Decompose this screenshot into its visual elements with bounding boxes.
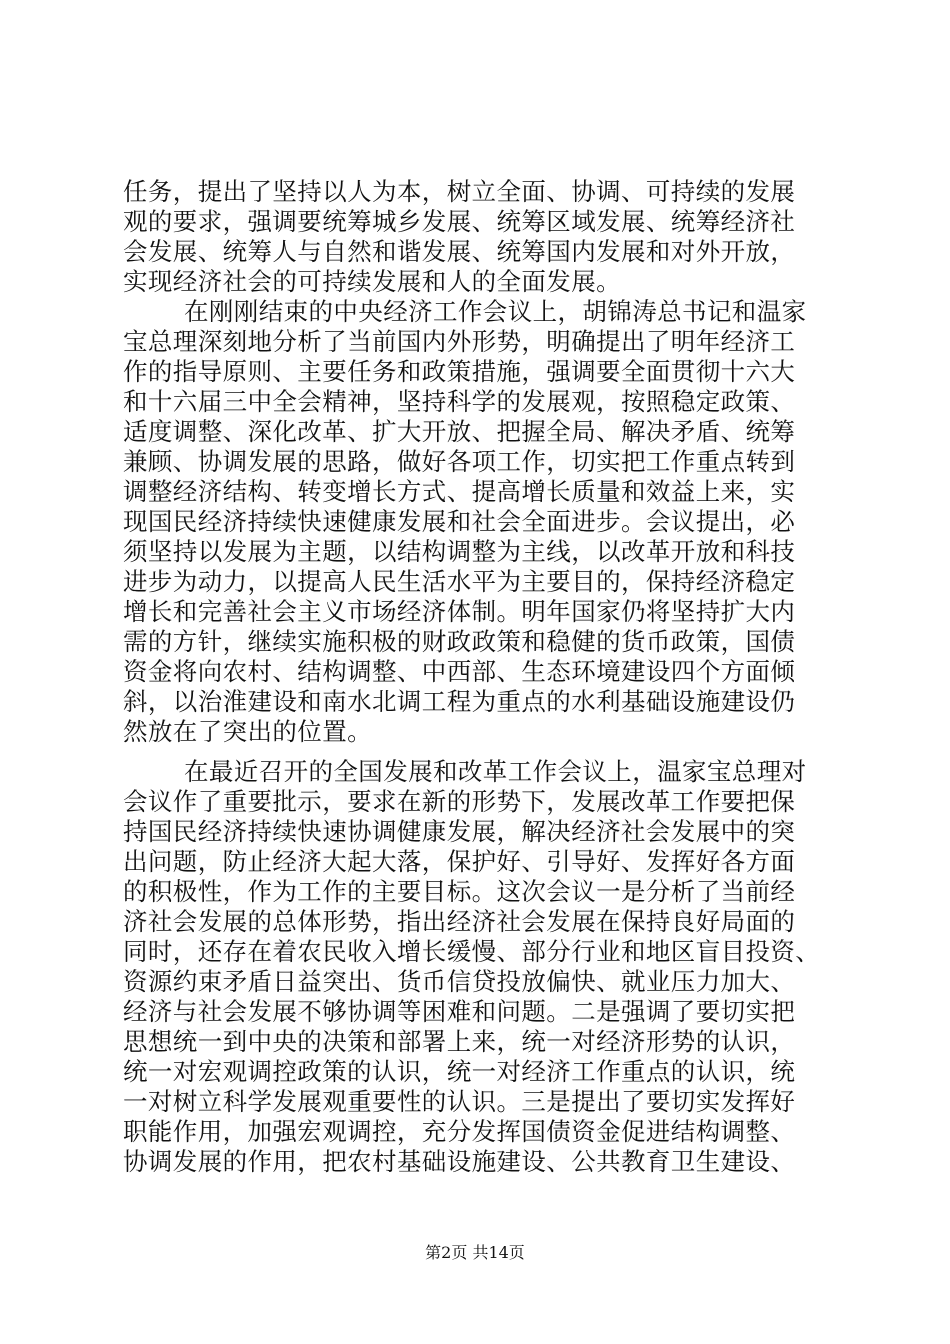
text-line: 兼顾、协调发展的思路，做好各项工作，切实把工作重点转到 — [123, 447, 796, 476]
text-line: 济社会发展的总体形势，指出经济社会发展在保持良好局面的 — [123, 907, 796, 936]
text-line: 一对树立科学发展观重要性的认识。三是提出了要切实发挥好 — [123, 1087, 796, 1116]
text-line: 需的方针，继续实施积极的财政政策和稳健的货币政策，国债 — [123, 627, 796, 656]
text-line: 任务，提出了坚持以人为本，树立全面、协调、可持续的发展 — [123, 177, 796, 206]
text-line: 须坚持以发展为主题，以结构调整为主线，以改革开放和科技 — [123, 537, 796, 566]
text-line: 增长和完善社会主义市场经济体制。明年国家仍将坚持扩大内 — [123, 597, 796, 626]
text-line: 的积极性，作为工作的主要目标。这次会议一是分析了当前经 — [123, 877, 796, 906]
text-line: 职能作用，加强宏观调控，充分发挥国债资金促进结构调整、 — [123, 1117, 796, 1146]
text-line: 进步为动力，以提高人民生活水平为主要目的，保持经济稳定 — [123, 567, 796, 596]
text-line: 斜，以治淮建设和南水北调工程为重点的水利基础设施建设仍 — [123, 687, 796, 716]
text-line: 作的指导原则、主要任务和政策措施，强调要全面贯彻十六大 — [123, 357, 796, 386]
text-line: 和十六届三中全会精神，坚持科学的发展观，按照稳定政策、 — [123, 387, 796, 416]
text-line: 经济与社会发展不够协调等困难和问题。二是强调了要切实把 — [123, 997, 796, 1026]
text-line: 然放在了突出的位置。 — [123, 717, 372, 746]
page-number-footer: 第2页 共14页 — [425, 1243, 525, 1262]
text-line: 调整经济结构、转变增长方式、提高增长质量和效益上来，实 — [123, 477, 796, 506]
text-line: 宝总理深刻地分析了当前国内外形势，明确提出了明年经济工 — [123, 327, 796, 356]
text-line: 资源约束矛盾日益突出、货币信贷投放偏快、就业压力加大、 — [123, 967, 796, 996]
text-line: 会议作了重要批示，要求在新的形势下，发展改革工作要把保 — [123, 787, 796, 816]
text-line: 协调发展的作用，把农村基础设施建设、公共教育卫生建设、 — [123, 1147, 796, 1176]
text-line: 实现经济社会的可持续发展和人的全面发展。 — [123, 267, 621, 296]
paragraph-first-line: 在刚刚结束的中央经济工作会议上，胡锦涛总书记和温家 — [184, 297, 807, 326]
text-line: 资金将向农村、结构调整、中西部、生态环境建设四个方面倾 — [123, 657, 796, 686]
text-line: 会发展、统筹人与自然和谐发展、统筹国内发展和对外开放， — [123, 237, 796, 266]
paragraph-first-line: 在最近召开的全国发展和改革工作会议上，温家宝总理对 — [184, 757, 807, 786]
text-line: 出问题，防止经济大起大落，保护好、引导好、发挥好各方面 — [123, 847, 796, 876]
text-line: 现国民经济持续快速健康发展和社会全面进步。会议提出，必 — [123, 507, 796, 536]
text-line: 观的要求，强调要统筹城乡发展、统筹区域发展、统筹经济社 — [123, 207, 796, 236]
text-line: 统一对宏观调控政策的认识，统一对经济工作重点的认识，统 — [123, 1057, 796, 1086]
text-line: 同时，还存在着农民收入增长缓慢、部分行业和地区盲目投资、 — [123, 937, 821, 966]
text-line: 持国民经济持续快速协调健康发展，解决经济社会发展中的突 — [123, 817, 796, 846]
text-line: 思想统一到中央的决策和部署上来，统一对经济形势的认识， — [123, 1027, 796, 1056]
text-line: 适度调整、深化改革、扩大开放、把握全局、解决矛盾、统筹 — [123, 417, 796, 446]
